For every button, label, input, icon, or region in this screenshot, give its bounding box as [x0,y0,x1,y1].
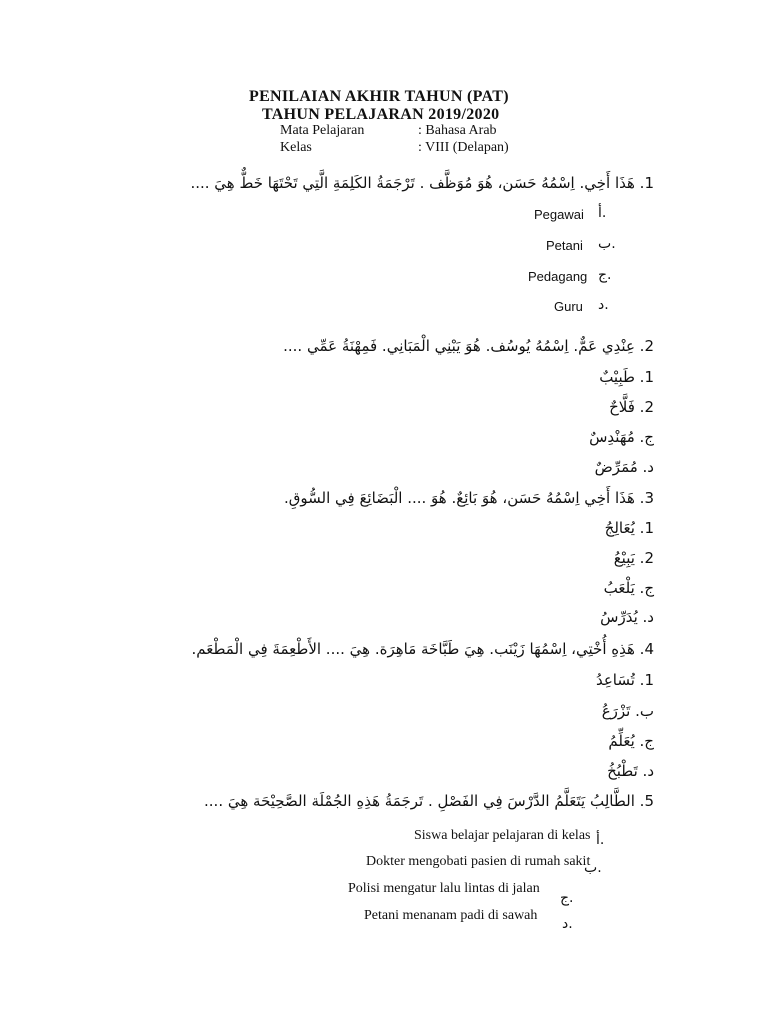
q5-option-a-letter: أ. [596,832,605,848]
question-5-text: 5. الطَّالِبُ يَتَعَلَّمُ الدَّرْسَ فِي الفَصْلِ . تَرجَمَةُ هَذِهِ الجُمْلَة الصَّحِيْحَة هِيَ .... [204,792,654,810]
page-title: PENILAIAN AKHIR TAHUN (PAT) [249,88,509,105]
q4-option-b: ب. تَزْرَعُ [601,702,654,720]
q1-option-d-text: Guru [554,299,583,314]
q3-option-b: 2. يَبِيْعُ [613,549,654,567]
class-label: Kelas [280,140,312,155]
q5-option-b-letter: ب. [584,860,602,876]
q4-option-c: ج. يُعَلِّمُ [608,732,654,750]
q1-option-c-letter: ج. [598,267,612,283]
q1-option-a-letter: أ. [598,205,607,221]
q5-option-b-text: Dokter mengobati pasien di rumah sakit [366,854,591,869]
q3-option-c: ج. يَلْعَبُ [603,579,654,597]
q1-option-b-text: Petani [546,238,583,253]
q5-option-d-text: Petani menanam padi di sawah [364,908,538,923]
question-1-text: 1. هَذَا أَخِي. اِسْمُهُ حَسَن، هُوَ مُوَظَّف . تَرْجَمَةُ الكَلِمَةِ الَّتِي تَحْتَهَا خَطٌّ هِيَ .... [190,174,654,192]
subject-value: : Bahasa Arab [418,123,497,138]
q4-option-a: 1. تُسَاعِدُ [595,671,654,689]
q1-option-a-text: Pegawai [534,207,584,222]
q5-option-a-text: Siswa belajar pelajaran di kelas [414,828,591,843]
q2-option-c: ج. مُهَنْدِسٌ [589,428,654,446]
q2-option-d: د. مُمَرِّضٌ [594,458,654,476]
q1-option-b-letter: ب. [598,236,616,252]
q3-option-d: د. يُدَرِّسُ [600,608,654,626]
q5-option-d-letter: د. [562,916,573,932]
subject-label: Mata Pelajaran [280,123,365,138]
page-subtitle: TAHUN PELAJARAN 2019/2020 [262,106,500,123]
q5-option-c-text: Polisi mengatur lalu lintas di jalan [348,881,540,896]
class-value: : VIII (Delapan) [418,140,509,155]
question-3-text: 3. هَذَا أَخِي اِسْمُهُ حَسَن، هُوَ بَائِعٌ. هُوَ .... الْبَضَائِعَ فِي السُّوقِ. [283,489,654,507]
question-2-text: 2. عِنْدِي عَمٌّ. اِسْمُهُ يُوسُف. هُوَ يَبْنِي الْمَبَانِي. فَمِهْنَةُ عَمِّي .... [283,337,654,355]
question-4-text: 4. هَذِهِ أُخْتِي، اِسْمُهَا زَيْنَب. هِيَ طَبَّاخَة مَاهِرَة. هِيَ .... الأَطْعِمَةَ فِي الْمَطْعَم. [191,640,654,658]
q3-option-a: 1. يُعَالِجُ [604,519,654,537]
q2-option-b: 2. فَلَّاحٌ [609,398,654,416]
q1-option-d-letter: د. [598,297,609,313]
q2-option-a: 1. طَبِيْبٌ [599,368,654,386]
q1-option-c-text: Pedagang [528,269,588,284]
q5-option-c-letter: ج. [560,890,574,906]
q4-option-d: د. تَطْبُخُ [607,762,654,780]
